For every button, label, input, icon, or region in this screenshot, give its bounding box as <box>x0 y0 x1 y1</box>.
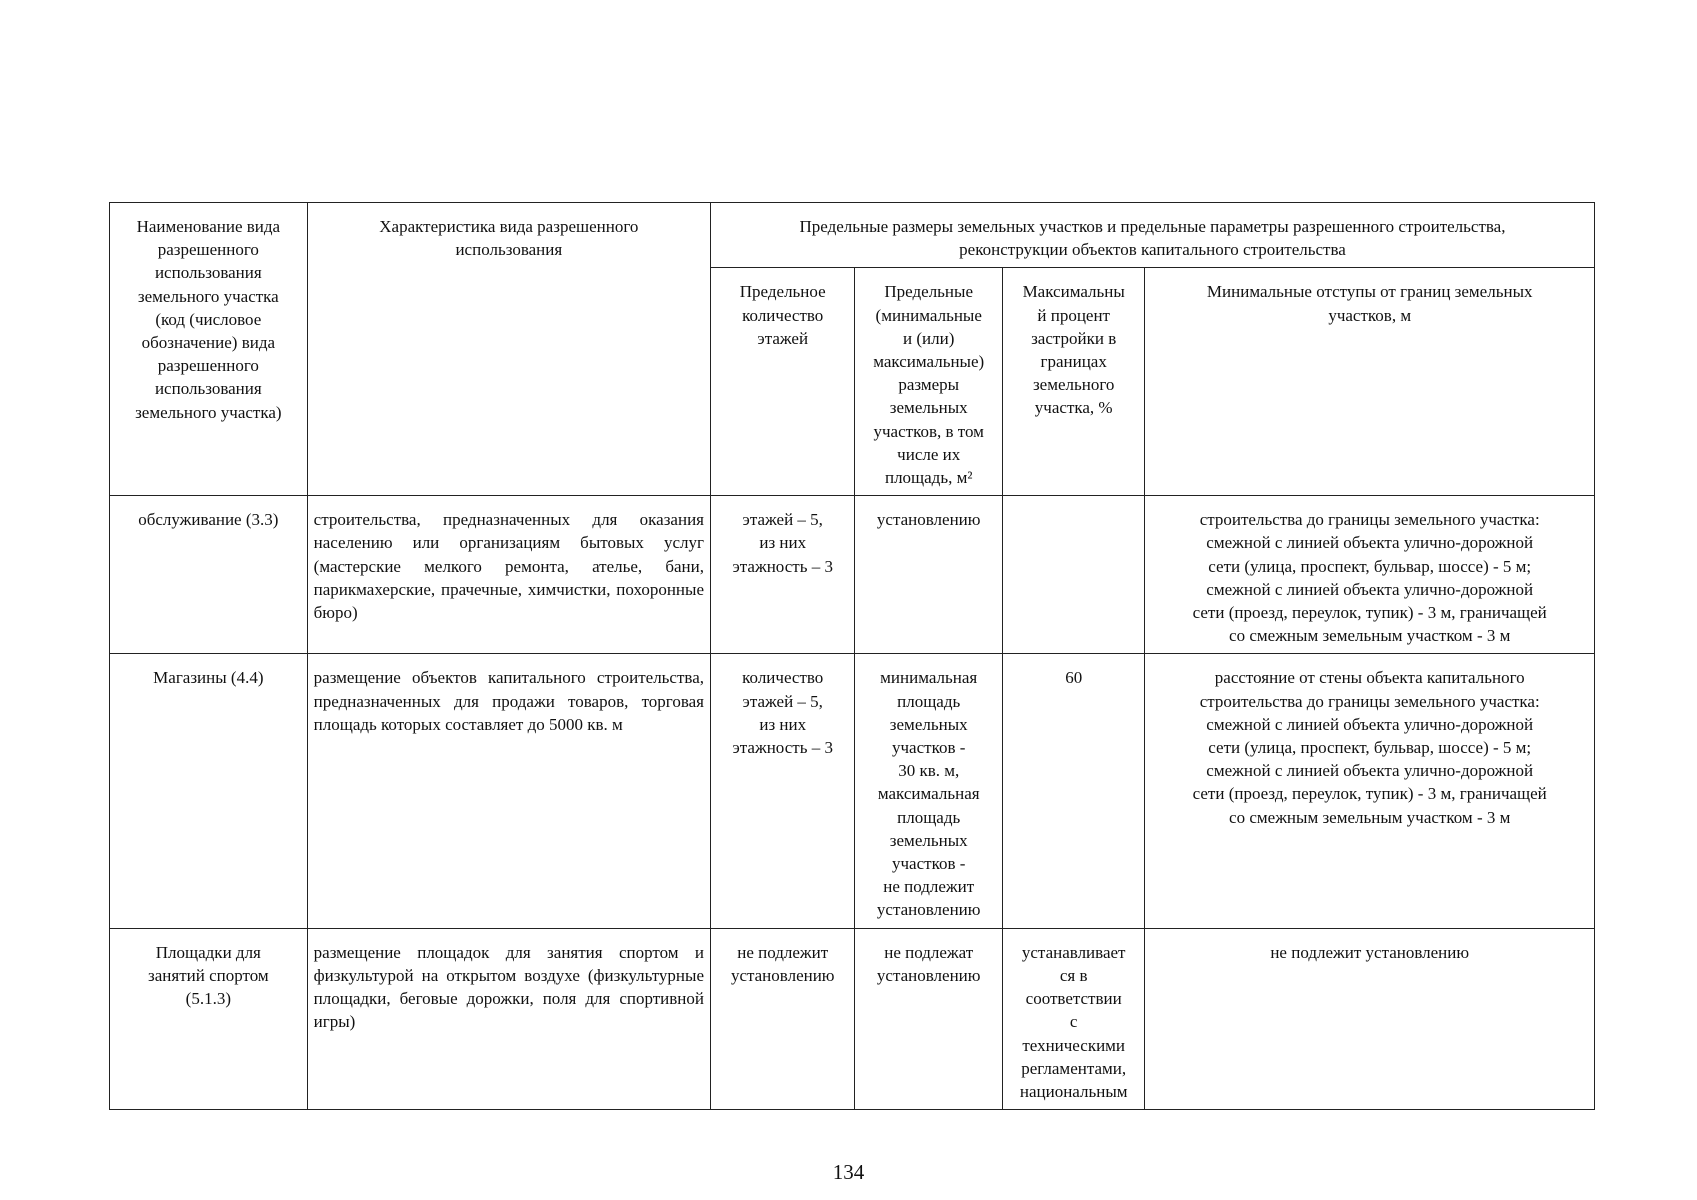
cell-plot-size: не подлежат установлению <box>855 928 1002 1109</box>
table-row <box>110 654 1595 928</box>
cell-land-use-name: Магазины (4.4) <box>110 654 308 928</box>
cell-setbacks: строительства до границы земельного участка: смежной с линией объекта улично-дорожной сети (улица, проспект, бульвар, шоссе) - 5 м; смежной с линией объекта улично-дорожной сети (проезд, переулок, тупик) - 3 м, граничащей со смежным земельным участком - 3 м <box>1145 496 1595 654</box>
cell-floors: этажей – 5, из них этажность – 3 <box>711 496 855 654</box>
header-plot-size-limits: Предельные (минимальные и (или) максимальные) размеры земельных участков, в том числе их площадь, м² <box>855 268 1002 496</box>
page-number: 134 <box>832 1160 865 1184</box>
cell-setbacks: не подлежит установлению <box>1145 928 1595 1109</box>
cell-plot-size: установлению <box>855 496 1002 654</box>
cell-land-use-name: Площадки для занятий спортом (5.1.3) <box>110 928 308 1109</box>
table-row <box>110 496 1595 654</box>
cell-coverage: 60 <box>1002 654 1144 928</box>
cell-description: размещение объектов капитального строительства, предназначенных для продажи товаров, торговая площадь которых составляет до 5000 кв. м <box>307 654 710 928</box>
cell-floors: количество этажей – 5, из них этажность – 3 <box>711 654 855 928</box>
cell-coverage: устанавливает ся в соответствии с техническими регламентами, национальным <box>1002 928 1144 1109</box>
cell-plot-size: минимальная площадь земельных участков - 30 кв. м, максимальная площадь земельных участков - не подлежит установлению <box>855 654 1002 928</box>
cell-floors: не подлежит установлению <box>711 928 855 1109</box>
header-limits-group: Предельные размеры земельных участков и предельные параметры разрешенного строительства, реконструкции объектов капитального строительства <box>711 203 1595 268</box>
header-min-setbacks: Минимальные отступы от границ земельных участков, м <box>1145 268 1595 496</box>
cell-description: строительства, предназначенных для оказания населению или организациям бытовых услуг (мастерские мелкого ремонта, ателье, бани, парикмахерские, прачечные, химчистки, похоронные бюро) <box>307 496 710 654</box>
table-header-row <box>110 203 1595 268</box>
cell-land-use-name: обслуживание (3.3) <box>110 496 308 654</box>
header-floors-limit: Предельное количество этажей <box>711 268 855 496</box>
header-max-coverage: Максимальны й процент застройки в границах земельного участка, % <box>1002 268 1144 496</box>
cell-description: размещение площадок для занятия спортом и физкультурой на открытом воздухе (физкультурные площадки, беговые дорожки, поля для спортивной игры) <box>307 928 710 1109</box>
header-land-use-description: Характеристика вида разрешенного использования <box>307 203 710 496</box>
table-row <box>110 928 1595 1109</box>
cell-coverage <box>1002 496 1144 654</box>
header-land-use-name: Наименование вида разрешенного использования земельного участка (код (числовое обозначение) вида разрешенного использования земельного участка) <box>110 203 308 496</box>
cell-setbacks: расстояние от стены объекта капитального строительства до границы земельного участка: смежной с линией объекта улично-дорожной сети (улица, проспект, бульвар, шоссе) - 5 м; смежной с линией объекта улично-дорожной сети (проезд, переулок, тупик) - 3 м, граничащей со смежным земельным участком - 3 м <box>1145 654 1595 928</box>
zoning-regulations-table <box>109 202 1595 1110</box>
